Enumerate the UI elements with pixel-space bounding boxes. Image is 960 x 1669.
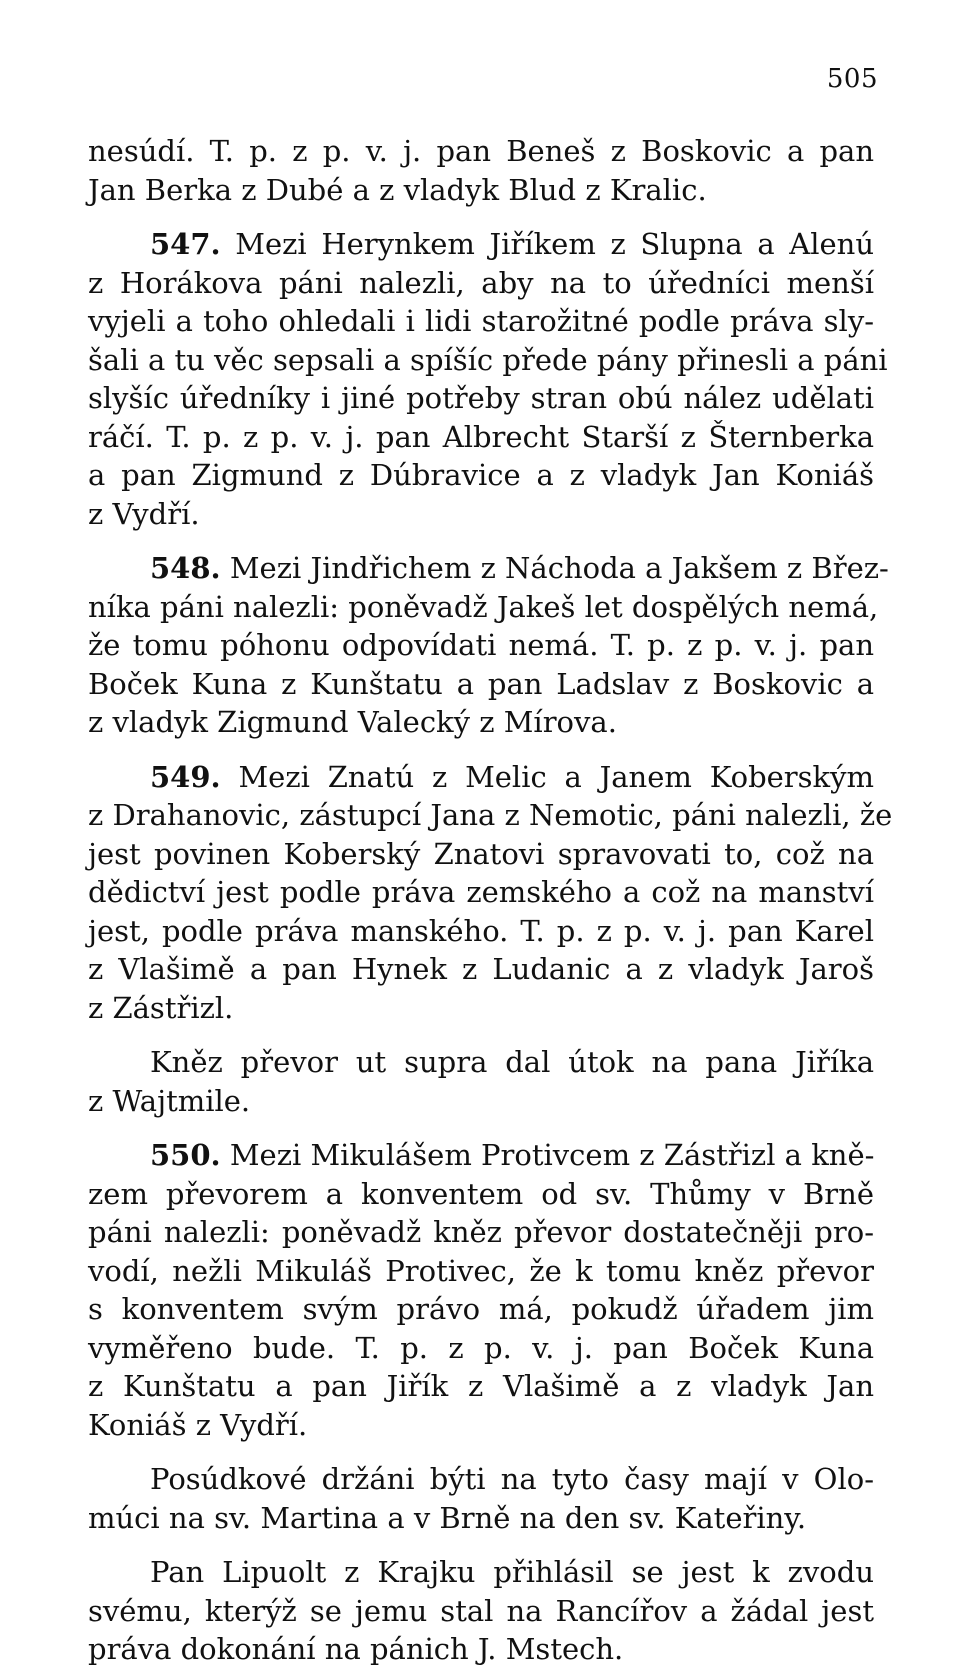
text-line: ráčí. T. p. z p. v. j. pan Albrecht Starší z Šternberka [88, 419, 874, 454]
text-line: nesúdí. T. p. z p. v. j. pan Beneš z Boskovic a pan [88, 134, 874, 168]
line-text: Mezi Mikulášem Protivcem z Zástřizl a kně- [229, 1138, 875, 1172]
text-line: Kněz převor ut supra dal útok na pana Jiříka [150, 1045, 874, 1079]
text-line: Jan Berka z Dubé a z vladyk Blud z Kralic. [88, 172, 707, 207]
text-line: vyjeli a toho ohledali i lidi starožitné podle práva sly- [88, 304, 874, 338]
text-line: vodí, nežli Mikuláš Protivec, že k tomu kněz převor [88, 1253, 874, 1288]
text-line: jest povinen Koberský Znatovi spravovati to, což na [88, 836, 874, 871]
text-line: z Vlašimě a pan Hynek z Ludanic a z vladyk Jaroš [88, 952, 874, 986]
text-line: svému, kterýž se jemu stal na Rancířov a žádal jest [88, 1593, 874, 1628]
paragraph [88, 1460, 874, 1537]
text-line: Posúdkové držáni býti na tyto časy mají v Olo- [150, 1462, 874, 1496]
paragraph-number: 548. [150, 551, 221, 585]
paragraph-number: 550. [150, 1138, 221, 1172]
text-line: vyměřeno bude. T. p. z p. v. j. pan Boček Kuna [88, 1330, 874, 1365]
text-line [88, 758, 874, 797]
text-line: z Kunštatu a pan Jiřík z Vlašimě a z vladyk Jan [88, 1369, 874, 1403]
text-line: Boček Kuna z Kunštatu a pan Ladslav z Boskovic a [88, 666, 874, 701]
text-line: z Wajtmile. [88, 1083, 251, 1118]
text-line: níka páni nalezli: poněvadž Jakeš let dospělých nemá, [88, 589, 879, 624]
text-line [88, 549, 889, 588]
paragraph [88, 1553, 874, 1669]
paragraph-550 [88, 1136, 874, 1444]
page-number: 505 [826, 64, 878, 94]
text-line: zem převorem a konventem od sv. Thůmy v Brně [88, 1176, 874, 1211]
paragraph-547 [88, 225, 888, 533]
text-line: z Zástřizl. [88, 990, 234, 1025]
page-text [88, 132, 893, 1669]
paragraph-549 [88, 758, 893, 1028]
text-line: Koniáš z Vydří. [88, 1407, 308, 1442]
text-line [88, 1136, 874, 1175]
text-line: a pan Zigmund z Dúbravice a z vladyk Jan Koniáš [88, 458, 874, 492]
text-line: s konventem svým právo má, pokudž úřadem jim [88, 1292, 874, 1326]
text-line: z Horákova páni nalezli, aby na to úředníci menší [88, 265, 874, 300]
text-line: z Drahanovic, zástupcí Jana z Nemotic, páni nalezli, že [88, 798, 893, 832]
text-line: šali a tu věc sepsali a spíšíc přede pány přinesli a páni [88, 342, 888, 377]
text-line: z Vydří. [88, 496, 200, 531]
line-text: Mezi Jindřichem z Náchoda a Jakšem z Břez- [229, 551, 889, 585]
text-line: z vladyk Zigmund Valecký z Mírova. [88, 705, 617, 739]
text-line [88, 225, 874, 264]
paragraph-number: 549. [150, 759, 221, 794]
paragraph [88, 132, 874, 209]
paragraph-548 [88, 549, 889, 742]
text-line: Pan Lipuolt z Krajku přihlásil se jest k zvodu [150, 1555, 874, 1589]
text-line: múci na sv. Martina a v Brně na den sv. Kateřiny. [88, 1500, 807, 1535]
text-line: práva dokonání na pánich J. Mstech. [88, 1632, 624, 1666]
line-text: Mezi Herynkem Jiříkem z Slupna a Alenú [235, 227, 874, 261]
line-text: Mezi Znatú z Melic a Janem Koberským [238, 759, 874, 794]
paragraph-number: 547. [150, 227, 221, 261]
text-line: jest, podle práva manského. T. p. z p. v. j. pan Karel [88, 913, 874, 948]
text-line: páni nalezli: poněvadž kněz převor dostatečněji pro- [88, 1215, 874, 1249]
text-line: dědictví jest podle práva zemského a což na manství [88, 875, 874, 909]
text-line: že tomu póhonu odpovídati nemá. T. p. z p. v. j. pan [88, 628, 874, 662]
paragraph [88, 1043, 874, 1120]
text-line: slyšíc úředníky i jiné potřeby stran obú nález udělati [88, 381, 874, 415]
